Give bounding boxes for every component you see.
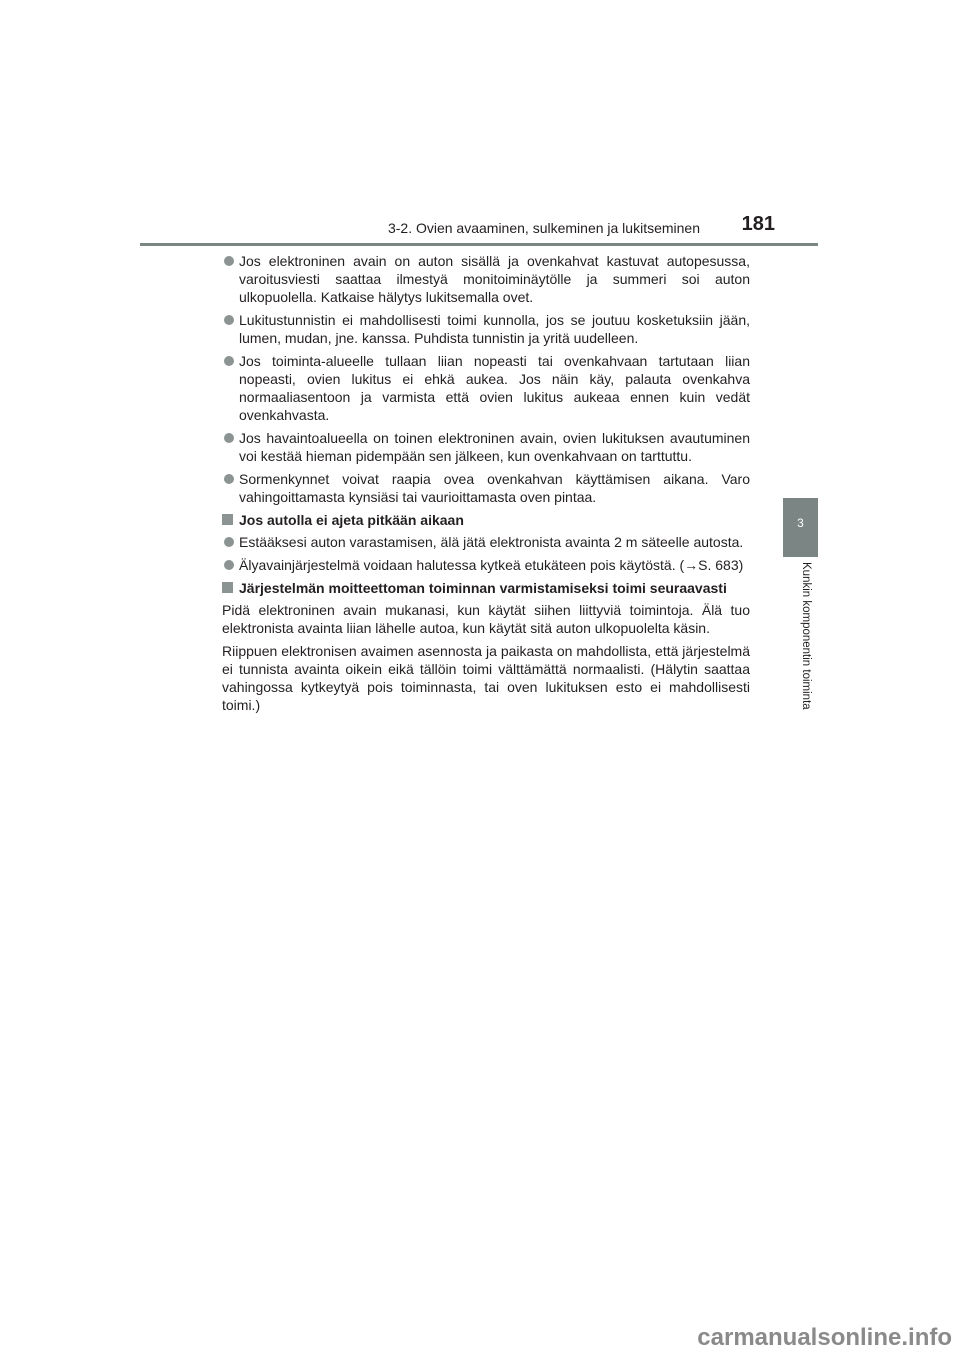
section-heading [222,511,750,529]
header-rule [140,243,818,246]
paragraph: Riippuen elektronisen avaimen asennosta ja paikasta on mahdollista, että järjestelmä ei tunnista avainta oikein eikä tällöin toimi välttämättä normaalisti. (Hälytin saattaa vahingossa kytkeytyä pois toiminnasta, tai oven lukituksen esto ei mahdollisesti toimi.) [222,643,750,713]
bullet-dot-icon [224,537,234,547]
bullet-dot-icon [224,256,234,266]
section-heading-text: Järjestelmän moitteettoman toiminnan varmistamiseksi toimi seuraavasti [239,580,727,596]
page-content [222,252,750,719]
bullet-dot-icon [224,560,234,570]
bullet-item [222,352,750,424]
bullet-text: Jos havaintoalueella on toinen elektroninen avain, ovien lukituksen avautuminen voi kestää hieman pidempään sen jälkeen, kun ovenkahvaan on tarttuttu. [239,430,750,464]
section-heading [222,579,750,597]
bullet-dot-icon [224,356,234,366]
section-heading-text: Jos autolla ei ajeta pitkään aikaan [239,512,464,528]
side-tab-number: 3 [797,516,804,530]
bullet-text: Älyavainjärjestelmä voidaan halutessa kytkeä etukäteen pois käytöstä. (→S. 683) [239,557,744,573]
side-tab-label: Kunkin komponentin toiminta [800,562,812,710]
square-marker-icon [222,514,233,525]
bullet-text: Jos toiminta-alueelle tullaan liian nopeasti tai ovenkahvaan tartutaan liian nopeasti, ovien lukitus ei ehkä aukea. Jos näin käy, palauta ovenkahva normaaliasentoon ja varmista että ovien lukitus aukeaa ennen kuin vedät ovenkahvasta. [239,353,750,423]
paragraph: Pidä elektroninen avain mukanasi, kun käytät siihen liittyviä toimintoja. Älä tuo elektronista avainta liian lähelle autoa, kun käytät sitä auton ulkopuolelta käsin. [222,602,750,636]
bullet-dot-icon [224,474,234,484]
page-number: 181 [741,213,775,235]
square-marker-icon [222,582,233,593]
sub-bullet-item [222,533,750,551]
bullet-item [222,470,750,506]
sub-bullet-item [222,556,750,574]
bullet-item [222,429,750,465]
bullet-text: Estääksesi auton varastamisen, älä jätä elektronista avainta 2 m säteelle autosta. [239,534,744,550]
bullet-text: Sormenkynnet voivat raapia ovea ovenkahvan käyttämisen aikana. Varo vahingoittamasta kynsiäsi tai vaurioittamasta oven pintaa. [239,471,750,505]
bullet-dot-icon [224,433,234,443]
bullet-text: Jos elektroninen avain on auton sisällä ja ovenkahvat kastuvat autopesussa, varoitusviesti saattaa ilmestyä monitoiminäytölle ja summeri soi auton ulkopuolella. Katkaise hälytys lukitsemalla ovet. [239,253,750,305]
bullet-item [222,252,750,306]
bullet-item [222,311,750,347]
watermark: carmanualsonline.info [697,1324,952,1351]
bullet-text: Lukitustunnistin ei mahdollisesti toimi kunnolla, jos se joutuu kosketuksiin jään, lumen, mudan, jne. kanssa. Puhdista tunnistin ja yritä uudelleen. [239,312,750,346]
bullet-dot-icon [224,315,234,325]
header-section-title: 3-2. Ovien avaaminen, sulkeminen ja lukitseminen [387,220,700,236]
